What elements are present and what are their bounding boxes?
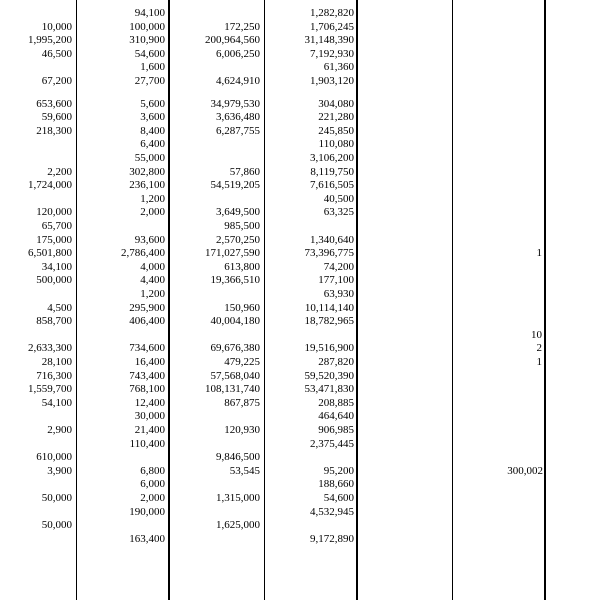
table-cell (172, 505, 260, 519)
table-cell: 50,000 (41, 519, 72, 532)
table-cell (80, 518, 165, 532)
table-cell: 1,200 (140, 288, 165, 300)
table-cell (512, 409, 542, 423)
table-cell (2, 477, 72, 491)
table-cell (512, 260, 542, 274)
table-cell: 3,649,500 (216, 206, 260, 219)
table-cell (512, 287, 542, 301)
table-cell: 6,006,250 (216, 47, 260, 60)
table-cell: 310,900 (129, 34, 165, 47)
table-cell: 74,200 (323, 260, 354, 273)
table-cell (512, 233, 542, 247)
table-cell: 6,800 (140, 464, 165, 477)
table-cell (2, 328, 72, 342)
table-cell: 50,000 (41, 492, 72, 504)
table-cell (512, 505, 542, 519)
table-cell: 53,471,830 (304, 383, 354, 396)
table-cell: 287,820 (318, 356, 354, 368)
table-cell: 10,114,140 (304, 301, 354, 314)
table-cell: 54,100 (41, 396, 72, 409)
table-cell (172, 192, 260, 206)
table-cell: 6,287,755 (216, 124, 260, 137)
table-cell (2, 409, 72, 423)
table-cell (512, 532, 542, 546)
table-cell: 5,600 (140, 97, 165, 110)
table-cell: 6,000 (140, 478, 165, 491)
table-cell (512, 423, 542, 437)
table-cell: 304,080 (318, 97, 354, 110)
table-cell: 716,300 (36, 369, 72, 382)
table-cell: 27,700 (134, 75, 165, 87)
table-cell: 2,000 (140, 206, 165, 219)
table-cell: 300,002 (507, 464, 543, 477)
column-rule-5 (452, 0, 453, 600)
table-cell: 57,860 (229, 165, 260, 178)
table-cell: 190,000 (129, 505, 165, 518)
table-cell: 3,900 (47, 464, 72, 477)
table-cell: 10 (531, 328, 542, 341)
table-cell (172, 477, 260, 491)
table-cell: 54,600 (134, 47, 165, 60)
table-cell: 6,400 (140, 138, 165, 151)
table-cell (80, 328, 165, 342)
table-cell: 8,119,750 (310, 165, 354, 178)
table-cell: 110,400 (129, 437, 165, 450)
table-cell: 94,100 (134, 7, 165, 19)
table-cell (172, 137, 260, 151)
table-cell (512, 314, 542, 328)
table-cell: 2 (536, 342, 542, 355)
table-cell (2, 137, 72, 151)
table-cell (512, 151, 542, 165)
table-cell: 54,600 (323, 492, 354, 504)
table-cell: 1,724,000 (28, 179, 72, 192)
table-cell: 95,200 (323, 464, 354, 477)
table-cell: 61,360 (323, 61, 354, 74)
table-cell: 2,375,445 (310, 437, 354, 450)
table-cell: 302,800 (129, 165, 165, 178)
table-cell: 40,500 (323, 192, 354, 205)
table-cell: 150,960 (224, 301, 260, 314)
table-cell: 1 (536, 247, 542, 260)
table-cell (512, 369, 542, 383)
table-cell: 31,148,390 (304, 34, 354, 47)
table-cell: 985,500 (224, 220, 260, 232)
table-cell (512, 74, 542, 88)
table-cell: 100,000 (129, 20, 165, 33)
table-cell: 7,616,505 (310, 179, 354, 192)
table-cell: 1,559,700 (28, 383, 72, 396)
table-cell (512, 382, 542, 396)
table-cell: 236,100 (129, 179, 165, 192)
table-cell (2, 287, 72, 301)
table-cell: 1,600 (140, 61, 165, 74)
table-cell: 221,280 (318, 111, 354, 124)
table-cell (512, 178, 542, 192)
table-cell: 1,706,245 (310, 20, 354, 33)
table-cell: 19,516,900 (304, 342, 354, 355)
table-cell: 93,600 (134, 233, 165, 246)
table-cell (80, 450, 165, 464)
table-cell: 18,782,965 (304, 315, 354, 328)
table-cell (512, 464, 542, 478)
table-cell: 2,570,250 (216, 233, 260, 246)
table-cell (172, 60, 260, 74)
table-cell: 19,366,510 (210, 274, 260, 287)
table-cell: 653,600 (36, 97, 72, 110)
table-cell: 9,846,500 (216, 451, 260, 464)
table-cell (512, 33, 542, 47)
table-cell: 2,633,300 (28, 342, 72, 355)
table-cell (512, 47, 542, 61)
column-rule-1 (76, 0, 77, 600)
table-cell: 16,400 (134, 356, 165, 368)
table-cell: 4,400 (140, 274, 165, 287)
table-cell: 1,315,000 (216, 492, 260, 504)
table-cell (512, 124, 542, 138)
table-cell: 55,000 (134, 152, 165, 164)
table-cell: 464,640 (318, 410, 354, 423)
table-cell: 69,676,380 (210, 342, 260, 355)
table-cell: 4,500 (47, 301, 72, 314)
table-cell: 108,131,740 (205, 383, 260, 396)
table-cell (172, 151, 260, 165)
table-cell (268, 518, 354, 532)
table-cell: 4,532,945 (310, 505, 354, 518)
table-cell: 177,100 (318, 274, 354, 287)
table-cell: 1,625,000 (216, 519, 260, 532)
table-cell: 63,325 (323, 206, 354, 219)
table-cell: 858,700 (36, 315, 72, 328)
table-cell (512, 477, 542, 491)
column-rule-4 (356, 0, 358, 600)
table-cell: 1,995,200 (28, 34, 72, 47)
table-cell: 1,200 (140, 192, 165, 205)
table-cell (2, 6, 72, 20)
table-cell: 1,340,640 (310, 233, 354, 246)
table-cell (512, 273, 542, 287)
table-cell: 3,106,200 (310, 152, 354, 164)
table-cell (80, 219, 165, 233)
table-cell: 3,600 (140, 111, 165, 124)
table-cell: 53,545 (229, 464, 260, 477)
table-cell: 2,786,400 (121, 247, 165, 260)
table-cell: 59,600 (41, 111, 72, 124)
table-cell: 867,875 (224, 396, 260, 409)
table-cell: 65,700 (41, 220, 72, 232)
column-rule-6 (544, 0, 546, 600)
table-cell: 768,100 (129, 383, 165, 396)
table-cell (2, 505, 72, 519)
table-cell: 175,000 (36, 233, 72, 246)
table-cell: 28,100 (41, 356, 72, 368)
table-cell: 2,200 (47, 165, 72, 178)
table-cell: 46,500 (41, 47, 72, 60)
table-cell: 9,172,890 (310, 532, 354, 545)
table-cell: 218,300 (36, 124, 72, 137)
table-cell (268, 450, 354, 464)
table-cell (2, 532, 72, 546)
table-cell: 40,004,180 (210, 315, 260, 328)
table-cell: 34,100 (41, 260, 72, 273)
table-cell (2, 192, 72, 206)
table-cell: 34,979,530 (210, 97, 260, 110)
table-cell (172, 437, 260, 451)
table-cell: 734,600 (129, 342, 165, 355)
table-cell: 7,192,930 (310, 47, 354, 60)
table-cell: 479,225 (224, 356, 260, 368)
table-cell (172, 287, 260, 301)
table-cell: 500,000 (36, 274, 72, 287)
table-cell: 73,396,775 (304, 247, 354, 260)
table-cell (2, 60, 72, 74)
table-cell: 57,568,040 (210, 369, 260, 382)
table-cell: 54,519,205 (210, 179, 260, 192)
table-cell: 613,800 (224, 260, 260, 273)
table-cell: 21,400 (134, 424, 165, 436)
table-cell (512, 205, 542, 219)
table-cell: 610,000 (36, 451, 72, 464)
table-cell (512, 20, 542, 34)
table-cell (172, 6, 260, 20)
table-cell: 188,660 (318, 478, 354, 491)
table-cell: 295,900 (129, 301, 165, 314)
table-cell (512, 518, 542, 532)
table-cell: 1 (536, 356, 542, 368)
table-cell: 4,000 (140, 260, 165, 273)
table-cell (268, 219, 354, 233)
table-cell: 6,501,800 (28, 247, 72, 260)
column-rule-2 (168, 0, 170, 600)
table-cell (512, 165, 542, 179)
table-cell (172, 409, 260, 423)
column-rule-3 (264, 0, 265, 600)
table-cell: 172,250 (224, 20, 260, 33)
table-cell: 120,000 (36, 206, 72, 219)
table-cell (512, 110, 542, 124)
table-cell: 67,200 (41, 75, 72, 87)
table-cell: 10,000 (41, 20, 72, 33)
table-cell (512, 137, 542, 151)
table-cell (512, 219, 542, 233)
table-cell (268, 328, 354, 342)
table-cell: 406,400 (129, 315, 165, 328)
table-cell: 743,400 (129, 369, 165, 382)
table-cell: 906,985 (318, 424, 354, 436)
table-cell: 1,282,820 (310, 7, 354, 19)
table-cell (512, 491, 542, 505)
table-cell: 59,520,390 (304, 369, 354, 382)
table-cell (512, 437, 542, 451)
table-cell (512, 6, 542, 20)
table-cell (2, 437, 72, 451)
table-cell: 208,885 (318, 396, 354, 409)
table-cell: 8,400 (140, 124, 165, 137)
table-cell (2, 151, 72, 165)
table-cell (512, 97, 542, 111)
table-cell: 163,400 (129, 532, 165, 545)
table-cell: 120,930 (224, 424, 260, 436)
table-cell (172, 328, 260, 342)
table-cell: 245,850 (318, 124, 354, 137)
table-cell (512, 301, 542, 315)
table-cell: 30,000 (134, 410, 165, 423)
table-cell (512, 396, 542, 410)
table-cell: 171,027,590 (205, 247, 260, 260)
table-cell: 110,080 (318, 138, 354, 151)
table-cell (512, 60, 542, 74)
table-cell: 2,000 (140, 492, 165, 504)
table-cell: 3,636,480 (216, 111, 260, 124)
table-cell (172, 532, 260, 546)
table-cell: 1,903,120 (310, 75, 354, 87)
table-cell: 12,400 (134, 396, 165, 409)
table-cell (512, 192, 542, 206)
table-cell: 2,900 (47, 424, 72, 436)
table-cell: 200,964,560 (205, 34, 260, 47)
table-cell (512, 450, 542, 464)
table-cell: 4,624,910 (216, 75, 260, 87)
table-cell: 63,930 (323, 288, 354, 300)
